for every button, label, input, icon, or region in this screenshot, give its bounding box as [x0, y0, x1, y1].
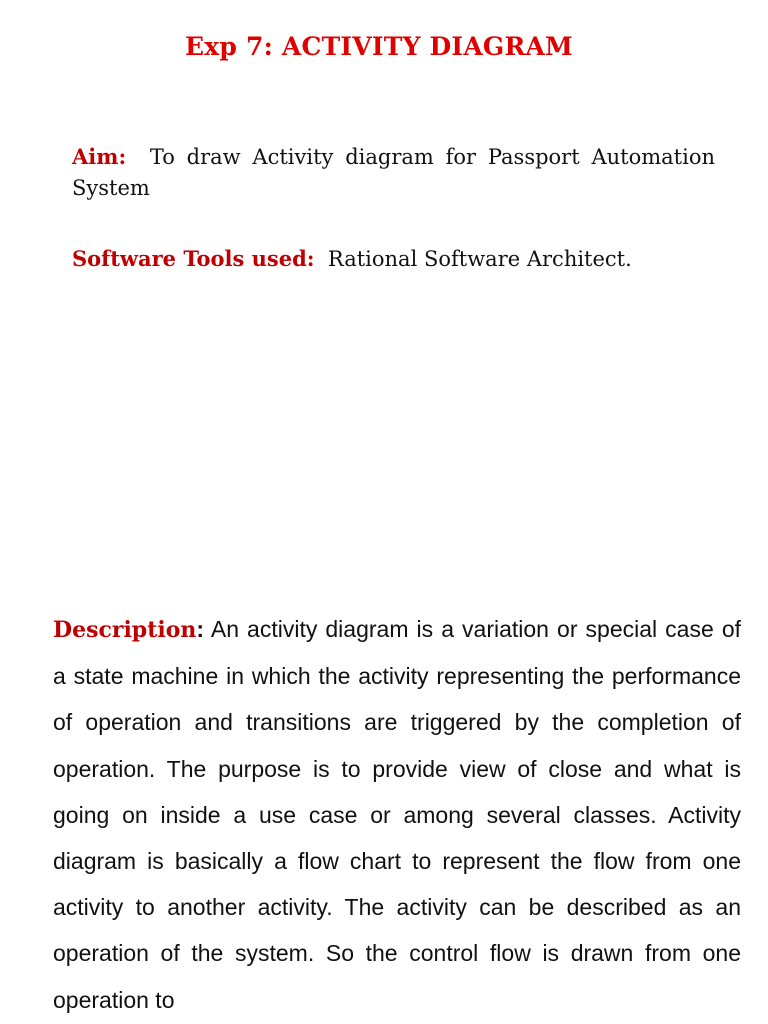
description-section [53, 606, 741, 1023]
tools-text: Rational Software Architect. [327, 247, 632, 271]
aim-text: To draw Activity diagram for Passport Automation System [72, 145, 715, 200]
page-title: Exp 7: ACTIVITY DIAGRAM [185, 32, 573, 61]
description-label: Description [53, 617, 197, 643]
tools-section [72, 243, 732, 275]
description-text: An activity diagram is a variation or special case of a state machine in which the activity representing the performance of operation and transitions are triggered by the completion of operation. The purpose is to provide view of close and what is going on inside a use case or among several classes. Activity diagram is basically a flow chart to represent the flow from one activity to another activity. The activity can be described as an operation of the system. So the control flow is drawn from one operation to [53, 616, 741, 1013]
description-colon: : [196, 616, 205, 642]
aim-section [72, 141, 715, 204]
tools-label: Software Tools used: [72, 246, 315, 271]
aim-label: Aim: [72, 144, 127, 169]
